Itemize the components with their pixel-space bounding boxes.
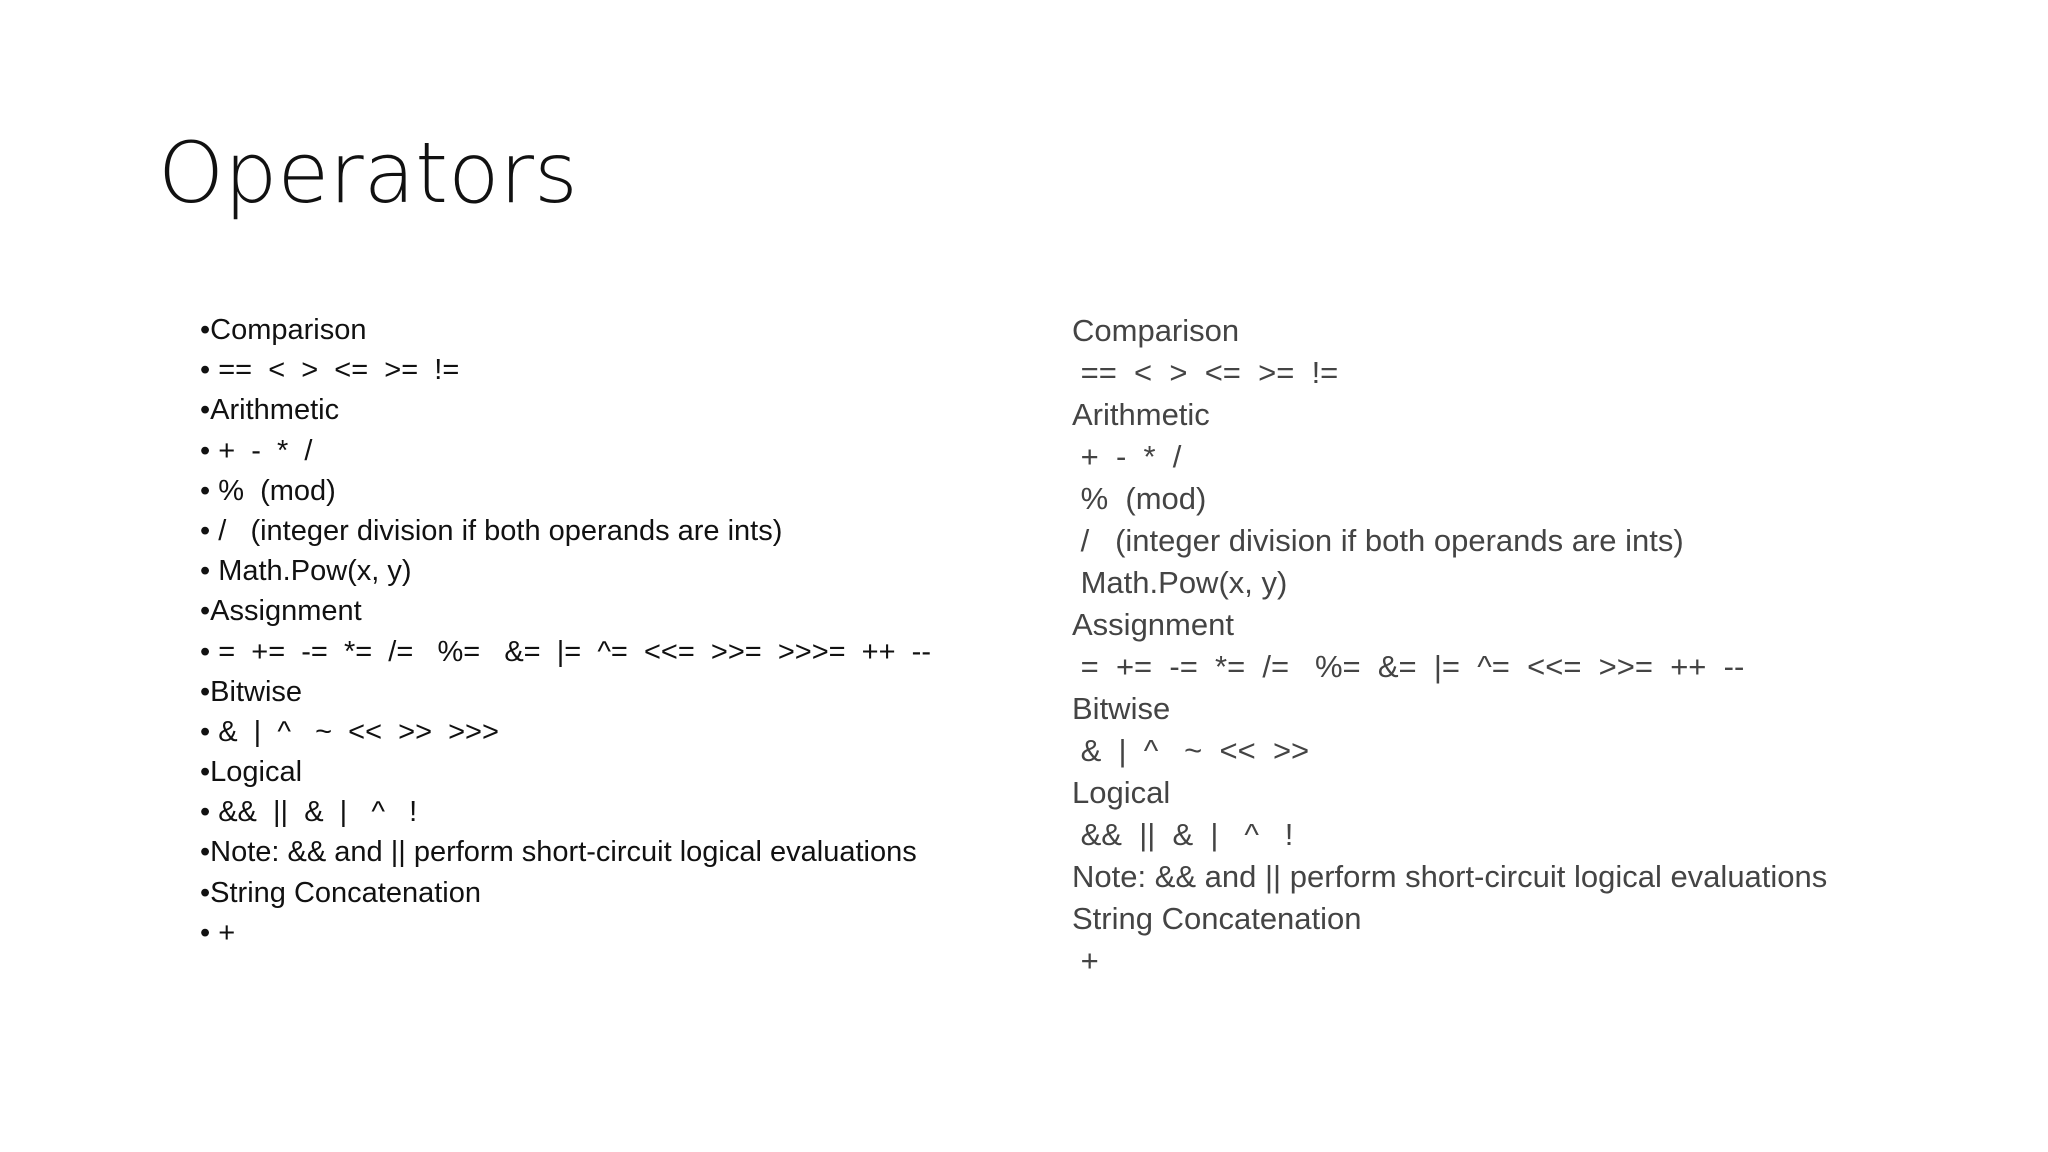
list-item: •String Concatenation — [200, 876, 481, 909]
list-item: •Assignment — [200, 595, 362, 628]
list-item: • + - * / — [200, 434, 313, 467]
list-item: + - * / — [1072, 439, 1182, 474]
list-item: = += -= *= /= %= &= |= ^= <<= >>= ++ -- — [1072, 649, 1745, 684]
list-item: • + — [200, 916, 236, 949]
list-item: •Arithmetic — [200, 394, 340, 427]
list-item: Arithmetic — [1072, 397, 1210, 432]
list-item: / (integer division if both operands are ints) — [1072, 523, 1684, 558]
list-item: • == < > <= >= != — [200, 354, 460, 387]
list-item: •Bitwise — [200, 675, 303, 708]
list-item: % (mod) — [1072, 481, 1207, 516]
list-item: • = += -= *= /= %= &= |= ^= <<= >>= >>>= ++ -- — [200, 635, 931, 668]
list-item: + — [1072, 943, 1099, 978]
list-item: Math.Pow(x, y) — [1072, 565, 1288, 600]
list-item: Comparison — [1072, 313, 1240, 348]
list-item: •Logical — [200, 756, 303, 789]
right-operator-list — [1072, 310, 1827, 982]
list-item: • & | ^ ~ << >> >>> — [200, 715, 499, 748]
list-item: Assignment — [1072, 607, 1234, 642]
list-item: Logical — [1072, 775, 1171, 810]
list-item: String Concatenation — [1072, 901, 1362, 936]
list-item: • % (mod) — [200, 474, 336, 507]
list-item: • && || & | ^ ! — [200, 796, 418, 829]
list-item: Note: && and || perform short-circuit logical evaluations — [1072, 859, 1828, 894]
left-operator-list — [200, 310, 931, 953]
list-item: •Comparison — [200, 314, 367, 346]
list-item: & | ^ ~ << >> — [1072, 733, 1310, 768]
list-item: • / (integer division if both operands are ints) — [200, 514, 783, 547]
list-item: == < > <= >= != — [1072, 355, 1339, 390]
list-item: Bitwise — [1072, 691, 1171, 726]
list-item: && || & | ^ ! — [1072, 817, 1294, 852]
slide-title: Operators — [158, 124, 578, 222]
list-item: • Math.Pow(x, y) — [200, 555, 412, 588]
list-item: •Note: && and || perform short-circuit logical evaluations — [200, 836, 917, 869]
